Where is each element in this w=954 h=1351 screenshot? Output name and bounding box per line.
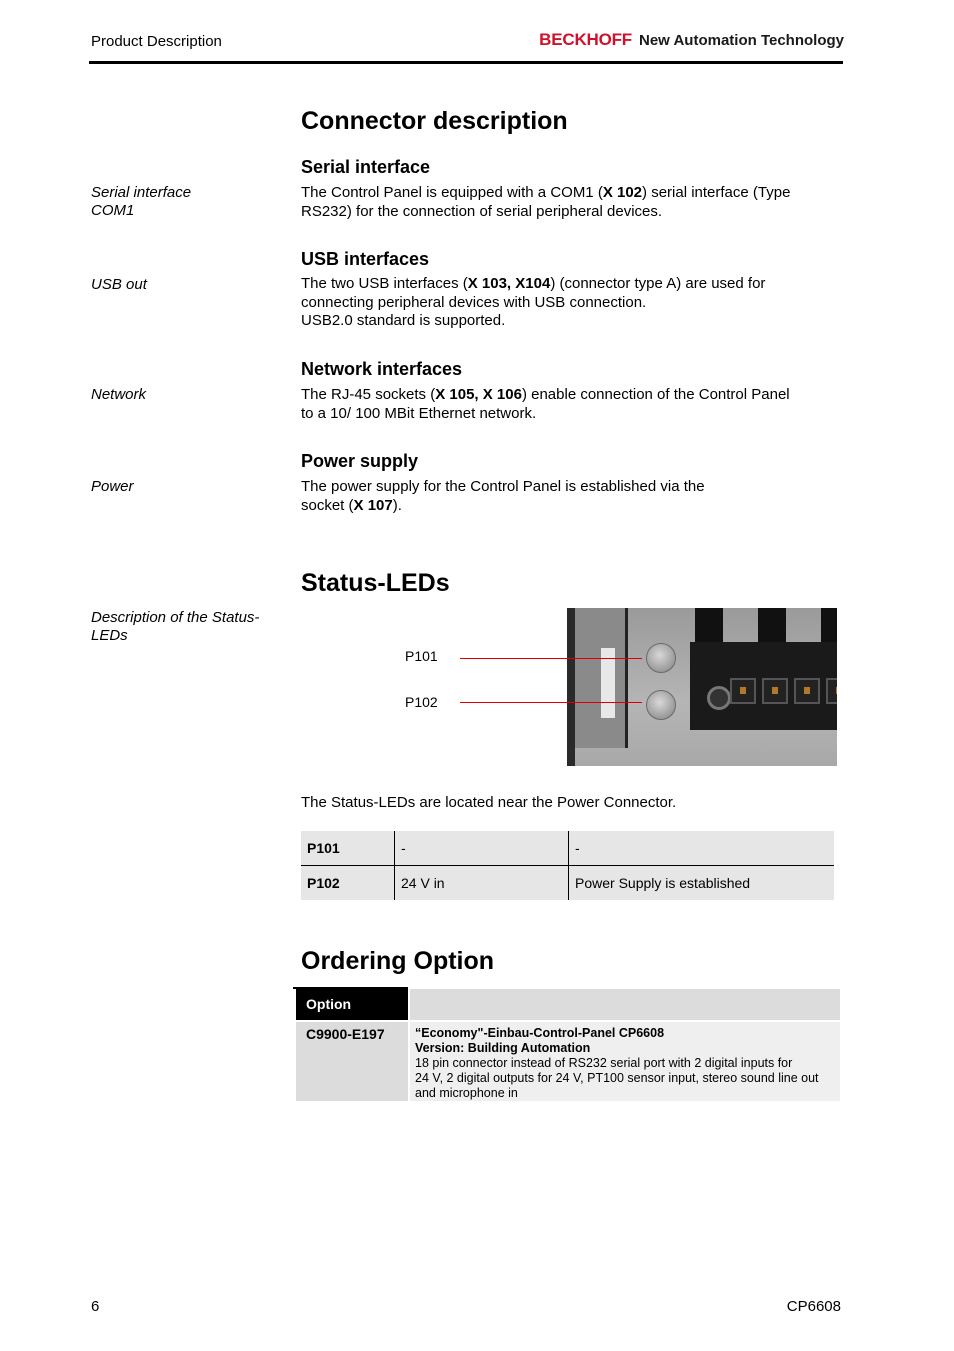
footer-product: CP6608	[786, 1298, 841, 1315]
serial-text-part: The Control Panel is equipped with a COM1 (	[301, 184, 603, 201]
usb-text-part: ) (connector type A) are used for	[550, 275, 766, 292]
status-side-label-line1: Description of the Status-	[91, 609, 260, 626]
usb-interfaces-heading: USB interfaces	[301, 249, 430, 269]
power-text-part: ).	[392, 496, 402, 514]
status-leds-photo	[567, 608, 837, 766]
power-supply-text	[301, 478, 841, 515]
power-connector-ref: X 107	[353, 496, 393, 514]
table-row	[301, 831, 834, 866]
power-side-label: Power	[91, 478, 134, 495]
ordering-desc-title: “Economy"-Einbau-Control-Panel CP6608	[415, 1026, 665, 1040]
led-voltage-cell: 24 V in	[395, 866, 569, 901]
serial-side-label-line2: COM1	[91, 202, 135, 219]
usb-text-part: The two USB interfaces (	[301, 275, 468, 292]
network-text-line2: to a 10/ 100 MBit Ethernet network.	[301, 404, 537, 422]
status-leds-table	[301, 831, 834, 901]
serial-side-label	[91, 184, 281, 220]
led-meaning-cell: -	[569, 831, 835, 866]
brand-tagline: New Automation Technology	[639, 32, 844, 49]
brand-logo	[539, 30, 844, 50]
ordering-header-blank	[410, 989, 840, 1020]
usb-interfaces-text	[301, 275, 841, 331]
callout-p101: P101	[405, 648, 438, 664]
network-connector-ref: X 105, X 106	[435, 386, 522, 403]
ordering-option-title: Ordering Option	[301, 947, 495, 975]
header-section-title: Product Description	[91, 33, 222, 50]
led-name-cell: P101	[301, 831, 395, 866]
usb-text-line2: connecting peripheral devices with USB connection.	[301, 293, 647, 311]
status-leds-side-label	[91, 609, 281, 645]
led-p102-icon	[646, 690, 676, 720]
page-number: 6	[91, 1298, 100, 1315]
ordering-desc-line3: and microphone in	[415, 1086, 518, 1100]
usb-side-label: USB out	[91, 276, 147, 293]
power-text-part: socket (	[301, 496, 354, 514]
ordering-header-option: Option	[296, 989, 408, 1020]
usb-connector-ref: X 103, X104	[467, 275, 551, 292]
led-meaning-cell: Power Supply is established	[569, 866, 835, 901]
ordering-desc-version: Version: Building Automation	[415, 1041, 591, 1055]
network-interfaces-text	[301, 386, 841, 423]
serial-text-line2: RS232) for the connection of serial peripheral devices.	[301, 202, 663, 220]
network-text-part: The RJ-45 sockets (	[301, 386, 436, 403]
table-row	[301, 866, 834, 901]
serial-connector-ref: X 102	[602, 184, 643, 201]
serial-interface-heading: Serial interface	[301, 157, 431, 177]
ordering-code-cell: C9900-E197	[296, 1022, 408, 1101]
header-divider	[89, 61, 843, 64]
usb-text-line3: USB2.0 standard is supported.	[301, 312, 506, 329]
ordering-description-cell	[410, 1022, 840, 1101]
network-interfaces-heading: Network interfaces	[301, 359, 463, 379]
led-p101-icon	[646, 643, 676, 673]
connector-description-title: Connector description	[301, 107, 568, 135]
power-supply-heading: Power supply	[301, 451, 419, 471]
power-text-line1: The power supply for the Control Panel is established via the	[301, 478, 705, 495]
network-side-label: Network	[91, 386, 147, 403]
status-leds-caption: The Status-LEDs are located near the Power Connector.	[301, 794, 677, 811]
status-side-label-line2: LEDs	[91, 627, 128, 644]
brand-name: BECKHOFF	[539, 30, 632, 49]
callout-p102-line	[460, 702, 642, 703]
serial-side-label-line1: Serial interface	[91, 184, 192, 201]
status-leds-title: Status-LEDs	[301, 569, 450, 597]
serial-text-part: ) serial interface (Type	[642, 184, 791, 201]
led-name-cell: P102	[301, 866, 395, 901]
ordering-desc-line2: 24 V, 2 digital outputs for 24 V, PT100 sensor input, stereo sound line out	[415, 1071, 819, 1085]
callout-p102: P102	[405, 694, 438, 710]
callout-p101-line	[460, 658, 642, 659]
led-voltage-cell: -	[395, 831, 569, 866]
network-text-part: ) enable connection of the Control Panel	[521, 386, 790, 403]
ordering-desc-line1: 18 pin connector instead of RS232 serial port with 2 digital inputs for	[415, 1056, 793, 1070]
serial-interface-text	[301, 184, 841, 221]
